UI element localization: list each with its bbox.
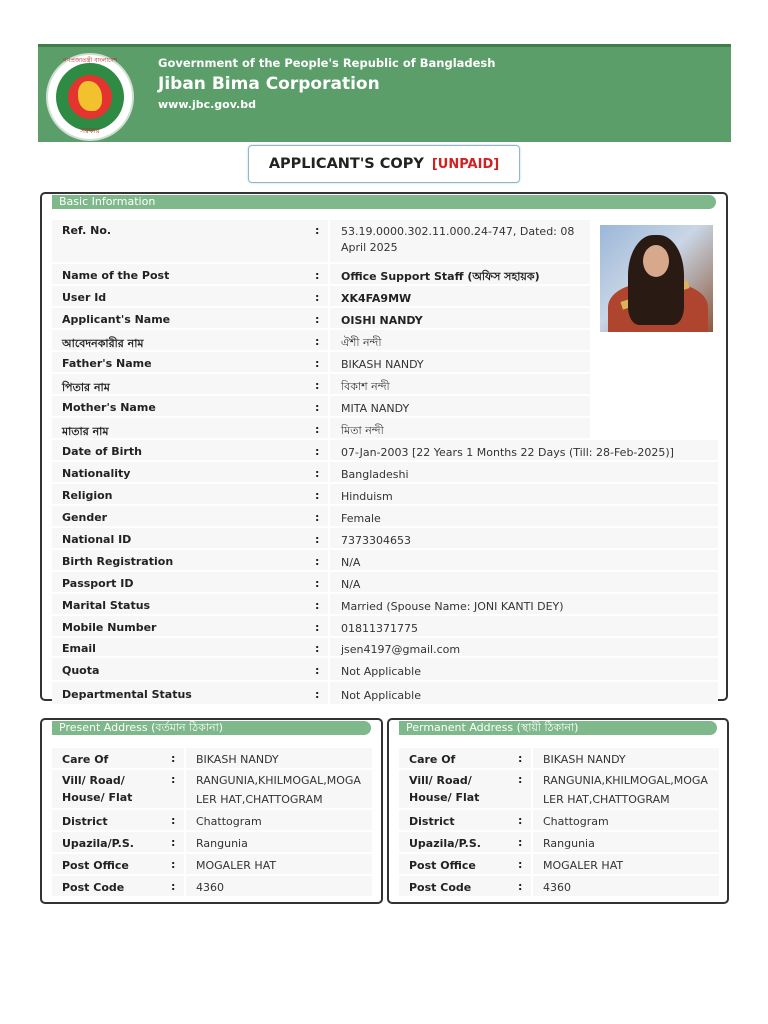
- column-divider: [184, 810, 186, 830]
- permanent-address-panel: [387, 718, 729, 904]
- field-label: Father's Name: [62, 357, 152, 370]
- field-value: BIKASH NANDY: [341, 358, 424, 371]
- field-value: jsen4197@gmail.com: [341, 643, 461, 656]
- present-address-row: [52, 876, 372, 898]
- address-field-value: Rangunia: [196, 837, 248, 850]
- column-divider: [328, 418, 330, 438]
- address-field-label: Upazila/P.S.: [409, 837, 481, 850]
- field-value: Female: [341, 512, 381, 525]
- address-field-label-continued: House/ Flat: [409, 791, 480, 804]
- permanent-address-row: [399, 854, 719, 876]
- column-divider: [328, 220, 330, 262]
- government-seal-logo: [46, 53, 134, 141]
- basic-info-row: [52, 440, 718, 462]
- field-separator: :: [518, 814, 523, 827]
- field-label: Religion: [62, 489, 113, 502]
- address-field-label: District: [62, 815, 108, 828]
- field-label: Gender: [62, 511, 108, 524]
- field-separator: :: [171, 814, 176, 827]
- field-value: Office Support Staff (অফিস সহায়ক): [341, 270, 540, 283]
- column-divider: [328, 528, 330, 548]
- address-field-label: Vill/ Road/: [409, 774, 472, 787]
- column-divider: [531, 832, 533, 852]
- basic-info-row: [52, 572, 718, 594]
- field-label: পিতার নাম: [62, 381, 110, 394]
- copy-title-box: [248, 145, 520, 183]
- column-divider: [328, 440, 330, 460]
- permanent-address-heading: Permanent Address (স্থায়ী ঠিকানা): [399, 721, 717, 735]
- field-value: N/A: [341, 578, 361, 591]
- field-label: Email: [62, 642, 96, 655]
- present-address-heading: Present Address (বর্তমান ঠিকানা): [52, 721, 371, 735]
- field-label: Date of Birth: [62, 445, 142, 458]
- field-separator: :: [171, 836, 176, 849]
- field-value: মিতা নন্দী: [341, 424, 384, 437]
- field-separator: :: [315, 401, 320, 414]
- permanent-address-row: [399, 876, 719, 898]
- payment-status-badge: [UNPAID]: [431, 156, 500, 172]
- field-label: আবেদনকারীর নাম: [62, 337, 144, 350]
- basic-info-row: [52, 374, 590, 396]
- photo-face: [643, 245, 669, 277]
- address-field-value: Chattogram: [196, 815, 262, 828]
- field-separator: :: [315, 599, 320, 612]
- present-address-panel: [40, 718, 383, 904]
- field-separator: :: [171, 858, 176, 871]
- field-label: Applicant's Name: [62, 313, 171, 326]
- field-label: Mobile Number: [62, 621, 157, 634]
- address-field-value: Chattogram: [543, 815, 609, 828]
- address-field-value: RANGUNIA,KHILMOGAL,MOGA: [196, 774, 361, 787]
- basic-info-row: [52, 506, 718, 528]
- field-separator: :: [315, 313, 320, 326]
- column-divider: [328, 462, 330, 482]
- basic-info-row: [52, 396, 590, 418]
- field-separator: :: [315, 533, 320, 546]
- basic-info-row: [52, 264, 590, 286]
- field-value: Married (Spouse Name: JONI KANTI DEY): [341, 600, 564, 613]
- field-label: User Id: [62, 291, 107, 304]
- permanent-address-row: [399, 832, 719, 854]
- applicant-photo: [600, 225, 713, 332]
- field-value: Hinduism: [341, 490, 393, 503]
- basic-info-row: [52, 330, 590, 352]
- field-separator: :: [315, 335, 320, 348]
- address-field-label: Care Of: [409, 753, 456, 766]
- address-field-value: MOGALER HAT: [543, 859, 624, 872]
- address-field-value: 4360: [196, 881, 224, 894]
- field-label: Name of the Post: [62, 269, 170, 282]
- column-divider: [328, 572, 330, 592]
- website-link[interactable]: www.jbc.gov.bd: [158, 98, 256, 111]
- address-field-label-continued: House/ Flat: [62, 791, 133, 804]
- address-field-value: BIKASH NANDY: [196, 753, 279, 766]
- permanent-address-row: [399, 748, 719, 770]
- column-divider: [184, 770, 186, 808]
- field-separator: :: [171, 752, 176, 765]
- field-label: Ref. No.: [62, 224, 112, 237]
- field-label: মাতার নাম: [62, 425, 109, 438]
- column-divider: [184, 748, 186, 768]
- basic-info-row: [52, 286, 590, 308]
- address-field-value-continued: LER HAT,CHATTOGRAM: [543, 793, 670, 806]
- field-label: Marital Status: [62, 599, 151, 612]
- field-separator: :: [315, 664, 320, 677]
- column-divider: [531, 748, 533, 768]
- field-separator: :: [518, 858, 523, 871]
- address-field-value: BIKASH NANDY: [543, 753, 626, 766]
- field-label: Departmental Status: [62, 688, 192, 701]
- address-field-label: Post Office: [409, 859, 476, 872]
- address-field-label: District: [409, 815, 455, 828]
- column-divider: [328, 594, 330, 614]
- basic-info-row: [52, 638, 718, 658]
- field-separator: :: [315, 489, 320, 502]
- column-divider: [531, 770, 533, 808]
- basic-info-row: [52, 484, 718, 506]
- field-separator: :: [315, 224, 320, 237]
- field-value: Bangladeshi: [341, 468, 409, 481]
- field-separator: :: [315, 688, 320, 701]
- column-divider: [531, 854, 533, 874]
- present-address-row: [52, 854, 372, 876]
- column-divider: [328, 264, 330, 284]
- field-value-continued: April 2025: [341, 241, 398, 254]
- field-label: Passport ID: [62, 577, 134, 590]
- address-field-label: Care Of: [62, 753, 109, 766]
- column-divider: [328, 484, 330, 504]
- field-separator: :: [518, 880, 523, 893]
- field-value: 53.19.0000.302.11.000.24-747, Dated: 08: [341, 225, 575, 238]
- column-divider: [328, 638, 330, 656]
- basic-information-panel: [40, 192, 728, 701]
- field-separator: :: [315, 379, 320, 392]
- field-separator: :: [315, 467, 320, 480]
- address-field-value: 4360: [543, 881, 571, 894]
- address-field-label: Post Code: [62, 881, 125, 894]
- basic-info-row: [52, 594, 718, 616]
- column-divider: [328, 506, 330, 526]
- address-field-label: Vill/ Road/: [62, 774, 125, 787]
- seal-text-top: গণপ্রজাতন্ত্রী বাংলাদেশ: [62, 57, 118, 64]
- field-separator: :: [315, 577, 320, 590]
- present-address-row: [52, 810, 372, 832]
- address-field-label: Post Office: [62, 859, 129, 872]
- column-divider: [531, 876, 533, 896]
- field-value: 07-Jan-2003 [22 Years 1 Months 22 Days (Till: 28-Feb-2025)]: [341, 446, 674, 459]
- column-divider: [328, 616, 330, 636]
- field-separator: :: [518, 752, 523, 765]
- basic-info-row: [52, 616, 718, 638]
- field-value: বিকাশ নন্দী: [341, 380, 390, 393]
- field-separator: :: [315, 291, 320, 304]
- column-divider: [531, 810, 533, 830]
- address-field-value: Rangunia: [543, 837, 595, 850]
- field-label: Nationality: [62, 467, 131, 480]
- field-value: 7373304653: [341, 534, 411, 547]
- field-separator: :: [315, 642, 320, 655]
- address-field-value-continued: LER HAT,CHATTOGRAM: [196, 793, 323, 806]
- column-divider: [328, 286, 330, 306]
- field-separator: :: [171, 773, 176, 786]
- column-divider: [328, 374, 330, 394]
- field-value: 01811371775: [341, 622, 418, 635]
- field-separator: :: [315, 423, 320, 436]
- field-value: OISHI NANDY: [341, 314, 423, 327]
- seal-text-bottom: সরকার: [80, 127, 100, 135]
- basic-info-row: [52, 682, 718, 706]
- basic-info-row: [52, 528, 718, 550]
- field-label: Mother's Name: [62, 401, 156, 414]
- permanent-address-row: [399, 810, 719, 832]
- column-divider: [184, 854, 186, 874]
- organization-name: Jiban Bima Corporation: [158, 74, 380, 94]
- present-address-row: [52, 748, 372, 770]
- column-divider: [328, 550, 330, 570]
- address-field-value: MOGALER HAT: [196, 859, 277, 872]
- field-value: ঐশী নন্দী: [341, 336, 382, 349]
- column-divider: [184, 832, 186, 852]
- field-separator: :: [315, 445, 320, 458]
- field-separator: :: [518, 773, 523, 786]
- present-address-row: [52, 832, 372, 854]
- basic-info-row: [52, 220, 590, 264]
- field-separator: :: [518, 836, 523, 849]
- column-divider: [328, 682, 330, 704]
- address-field-label: Post Code: [409, 881, 472, 894]
- basic-info-row: [52, 658, 718, 682]
- field-value: Not Applicable: [341, 689, 421, 702]
- field-value: Not Applicable: [341, 665, 421, 678]
- government-title: Government of the People's Republic of Bangladesh: [158, 56, 496, 70]
- field-separator: :: [315, 621, 320, 634]
- basic-info-row: [52, 462, 718, 484]
- basic-info-row: [52, 308, 590, 330]
- column-divider: [328, 308, 330, 328]
- field-value: XK4FA9MW: [341, 292, 412, 305]
- seal-map-emblem: [78, 81, 102, 111]
- column-divider: [184, 876, 186, 896]
- address-field-value: RANGUNIA,KHILMOGAL,MOGA: [543, 774, 708, 787]
- column-divider: [328, 396, 330, 416]
- column-divider: [328, 352, 330, 372]
- header-banner: [38, 44, 731, 142]
- basic-information-heading: Basic Information: [52, 195, 716, 209]
- copy-title: APPLICANT'S COPY: [268, 156, 424, 172]
- field-separator: :: [315, 269, 320, 282]
- permanent-address-row: [399, 770, 719, 810]
- field-separator: :: [315, 511, 320, 524]
- basic-info-row: [52, 550, 718, 572]
- column-divider: [328, 658, 330, 680]
- field-separator: :: [315, 357, 320, 370]
- field-label: National ID: [62, 533, 132, 546]
- address-field-label: Upazila/P.S.: [62, 837, 134, 850]
- basic-info-row: [52, 352, 590, 374]
- field-label: Birth Registration: [62, 555, 174, 568]
- basic-info-row: [52, 418, 590, 440]
- field-label: Quota: [62, 664, 100, 677]
- field-separator: :: [171, 880, 176, 893]
- present-address-row: [52, 770, 372, 810]
- field-value: MITA NANDY: [341, 402, 410, 415]
- field-value: N/A: [341, 556, 361, 569]
- column-divider: [328, 330, 330, 350]
- field-separator: :: [315, 555, 320, 568]
